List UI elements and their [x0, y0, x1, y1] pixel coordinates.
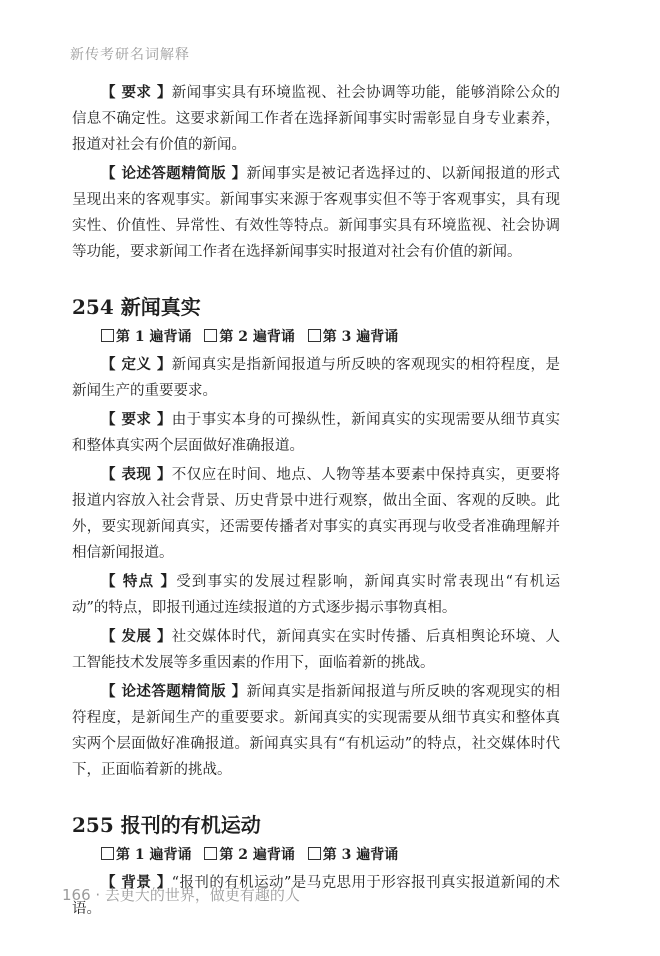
para-text: 社交媒体时代，新闻真实在实时传播、后真相舆论环境、人工智能技术发展等多重因素的作用下，面临着新的挑战。 [72, 629, 560, 671]
checkbox-icon[interactable] [204, 847, 217, 860]
para-label: 【 定义 】 [101, 356, 172, 373]
para-label: 【 论述答题精简版 】 [101, 165, 247, 182]
para-label: 【 表现 】 [101, 466, 172, 483]
paragraph-summary [72, 161, 560, 265]
paragraph-definition [72, 352, 560, 404]
recite-item[interactable]: 第 2 遍背诵 [204, 847, 295, 863]
entry-title-255: 255 报刊的有机运动 [72, 813, 261, 837]
recite-checklist-254 [72, 324, 560, 350]
para-text: 新闻事实具有环境监视、社会协调等功能，能够消除公众的信息不确定性。这要求新闻工作者在选择新闻事实时需彰显自身专业素养，报道对社会有价值的新闻。 [72, 85, 560, 153]
paragraph-development [72, 624, 560, 676]
recite-item[interactable]: 第 1 遍背诵 [101, 329, 192, 345]
recite-checklist-255 [72, 842, 560, 868]
paragraph-requirement [72, 407, 560, 459]
recite-item[interactable]: 第 1 遍背诵 [101, 847, 192, 863]
checkbox-icon[interactable] [308, 329, 321, 342]
page-body [72, 80, 560, 922]
paragraph-manifestation [72, 462, 560, 566]
checkbox-icon[interactable] [204, 329, 217, 342]
para-label: 【 要求 】 [101, 84, 172, 101]
checkbox-icon[interactable] [101, 847, 114, 860]
para-text: “报刊的有机运动”是马克思用于形容报刊真实报道新闻的术语。 [72, 875, 560, 917]
checkbox-icon[interactable] [308, 847, 321, 860]
para-label: 【 特点 】 [101, 573, 177, 590]
para-label: 【 发展 】 [101, 628, 172, 645]
entry-title-254: 254 新闻真实 [72, 295, 201, 319]
para-label: 【 要求 】 [101, 411, 172, 428]
para-text: 新闻真实是指新闻报道与所反映的客观现实的相符程度，是新闻生产的重要要求。 [72, 357, 560, 399]
running-header: 新传考研名词解释 [70, 47, 190, 63]
para-text: 受到事实的发展过程影响，新闻真实时常表现出“有机运动”的特点，即报刊通过连续报道的方式逐步揭示事物真相。 [72, 574, 560, 616]
para-label: 【 论述答题精简版 】 [101, 683, 247, 700]
para-label: 【 背景 】 [101, 874, 172, 891]
para-text: 新闻真实是指新闻报道与所反映的客观现实的相符程度，是新闻生产的重要要求。新闻真实的实现需要从细节真实和整体真实两个层面做好准确报道。新闻真实具有“有机运动”的特点，社交媒体时代下，正面临着新的挑战。 [72, 684, 560, 778]
paragraph-summary [72, 679, 560, 783]
paragraph-requirement [72, 80, 560, 158]
recite-item[interactable]: 第 3 遍背诵 [308, 847, 399, 863]
paragraph-feature [72, 569, 560, 621]
recite-item[interactable]: 第 2 遍背诵 [204, 329, 295, 345]
para-text: 由于事实本身的可操纵性，新闻真实的实现需要从细节真实和整体真实两个层面做好准确报道。 [72, 412, 560, 454]
intro-section [72, 80, 560, 265]
checkbox-icon[interactable] [101, 329, 114, 342]
page-footer: 166 · 去更大的世界，做更有趣的人 [62, 886, 300, 904]
para-text: 不仅应在时间、地点、人物等基本要素中保持真实，更要将报道内容放入社会背景、历史背景中进行观察，做出全面、客观的反映。此外，要实现新闻真实，还需要传播者对事实的真实再现与收受者准确理解并相信新闻报道。 [72, 467, 560, 561]
para-text: 新闻事实是被记者选择过的、以新闻报道的形式呈现出来的客观事实。新闻事实来源于客观事实但不等于客观事实，具有现实性、价值性、异常性、有效性等特点。新闻事实具有环境监视、社会协调等功能，要求新闻工作者在选择新闻事实时报道对社会有价值的新闻。 [72, 166, 560, 260]
recite-item[interactable]: 第 3 遍背诵 [308, 329, 399, 345]
